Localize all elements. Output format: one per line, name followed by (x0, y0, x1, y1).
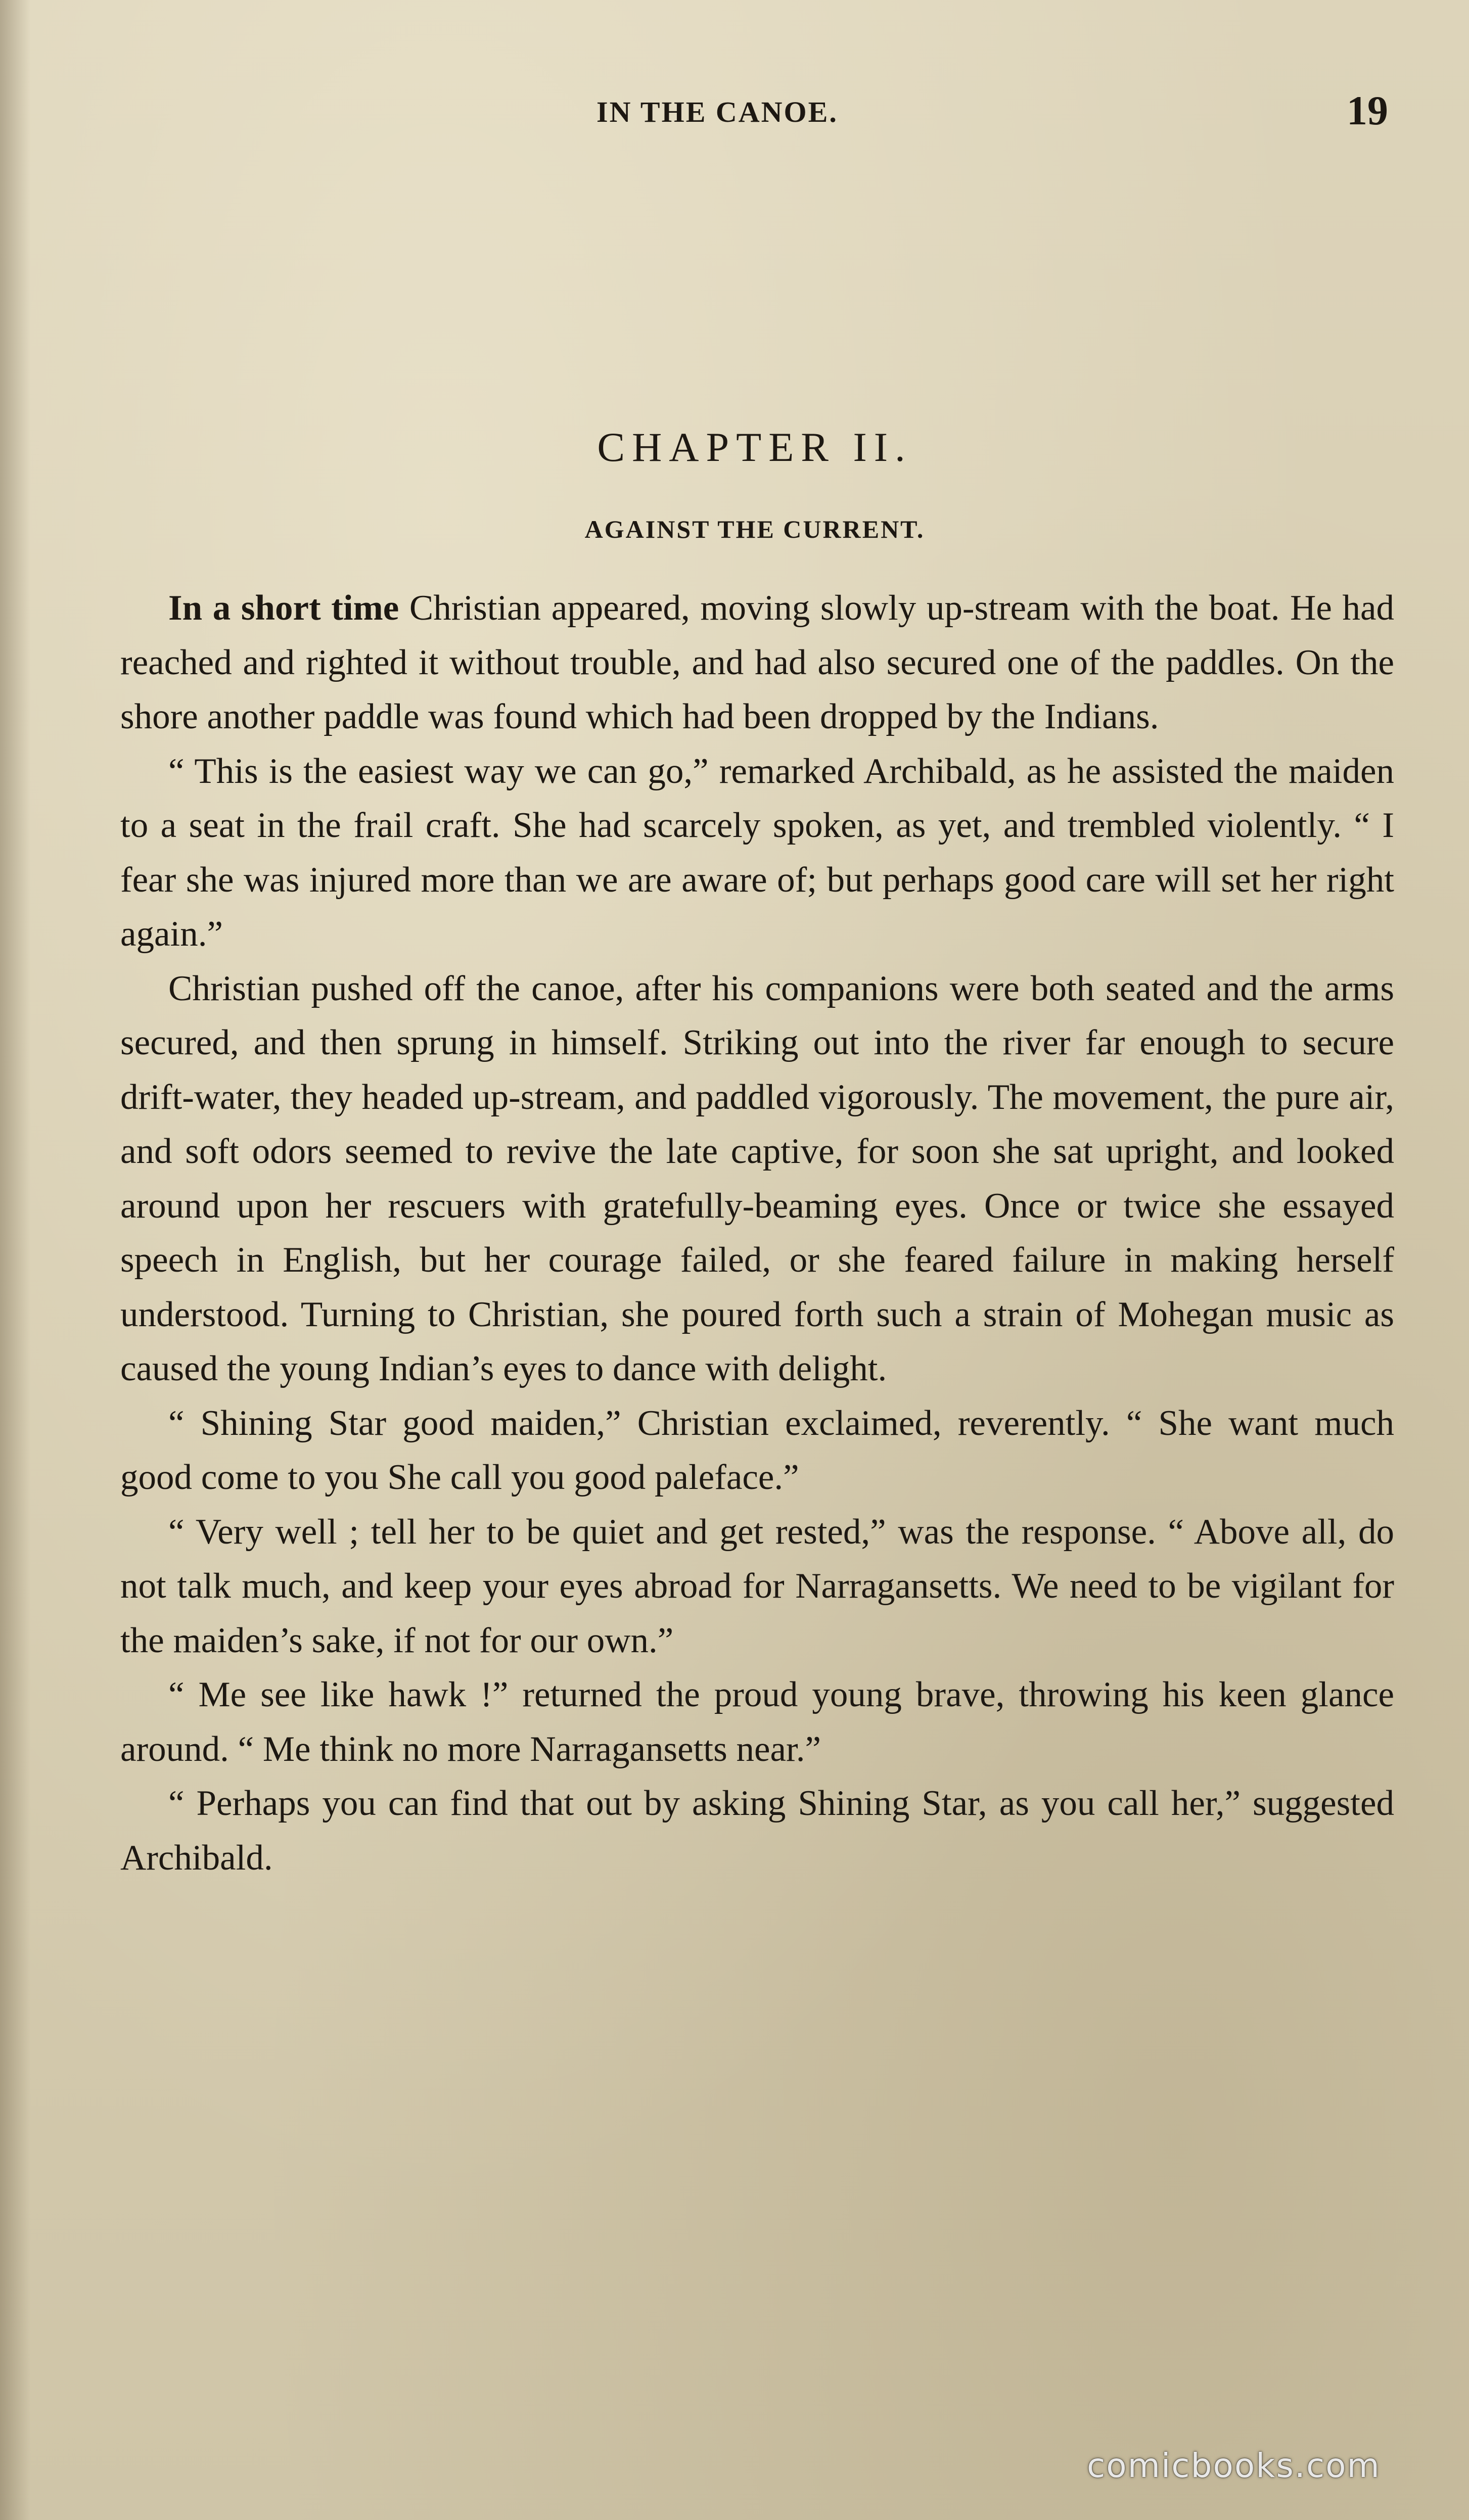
paragraph-5 (120, 1505, 1394, 1668)
page-number: 19 (1347, 87, 1388, 133)
paragraph-text: Christian pushed off the canoe, after his companions were both seated and the arms secured, and then sprung in himself. Striking out into the river far enough to secure drift-water, they headed up-stream, and paddled vigorously. The movement, the pure air, and soft odors seemed to revive the late captive, for soon she sat upright, and looked around upon her rescuers with gratefully-beaming eyes. Once or twice she essayed speech in English, but her courage failed, or she feared failure in making herself understood. Turning to Christian, she poured forth such a strain of Mohegan music as caused the young Indian’s eyes to dance with delight. (120, 968, 1394, 1388)
chapter-body (120, 581, 1394, 1885)
paragraph-6 (120, 1668, 1394, 1777)
paragraph-text: “ Very well ; tell her to be quiet and get rested,” was the response. “ Above all, do not talk much, and keep your eyes abroad for Narragansetts. We need to be vigilant for the maiden’s sake, if not for our own.” (120, 1512, 1394, 1660)
running-head-title: IN THE CANOE. (596, 96, 838, 128)
paragraph-text: “ This is the easiest way we can go,” remarked Archibald, as he assisted the maiden to a seat in the frail craft. She had scarcely spoken, as yet, and trembled violently. “ I fear she was injured more than we are aware of; but perhaps good care will set her right again.” (120, 751, 1394, 954)
chapter-title: CHAPTER II. (597, 424, 912, 470)
paragraph-7 (120, 1777, 1394, 1885)
paragraph-text: “ Me see like hawk !” returned the proud young brave, throwing his keen glance around. “ Me think no more Narragansetts near.” (120, 1675, 1394, 1769)
paragraph-text: “ Perhaps you can find that out by asking Shining Star, as you call her,” suggested Archibald. (120, 1784, 1394, 1878)
page-gutter-shadow (0, 0, 30, 2520)
watermark-text: comicbooks.com (1087, 2446, 1381, 2485)
paragraph-2 (120, 744, 1394, 962)
paragraph-1 (120, 581, 1394, 744)
paragraph-text: Christian appeared, moving slowly up-stream with the boat. He had reached and righted it without trouble, and had also secured one of the paddles. On the shore another paddle was found which had been dropped by the Indians. (120, 588, 1394, 736)
paragraph-3 (120, 962, 1394, 1396)
paragraph-text: “ Shining Star good maiden,” Christian exclaimed, reverently. “ She want much good come to you She call you good paleface.” (120, 1403, 1394, 1497)
paragraph-lead: In a short time (168, 588, 399, 628)
paragraph-4 (120, 1396, 1394, 1505)
chapter-subtitle: AGAINST THE CURRENT. (584, 515, 925, 543)
